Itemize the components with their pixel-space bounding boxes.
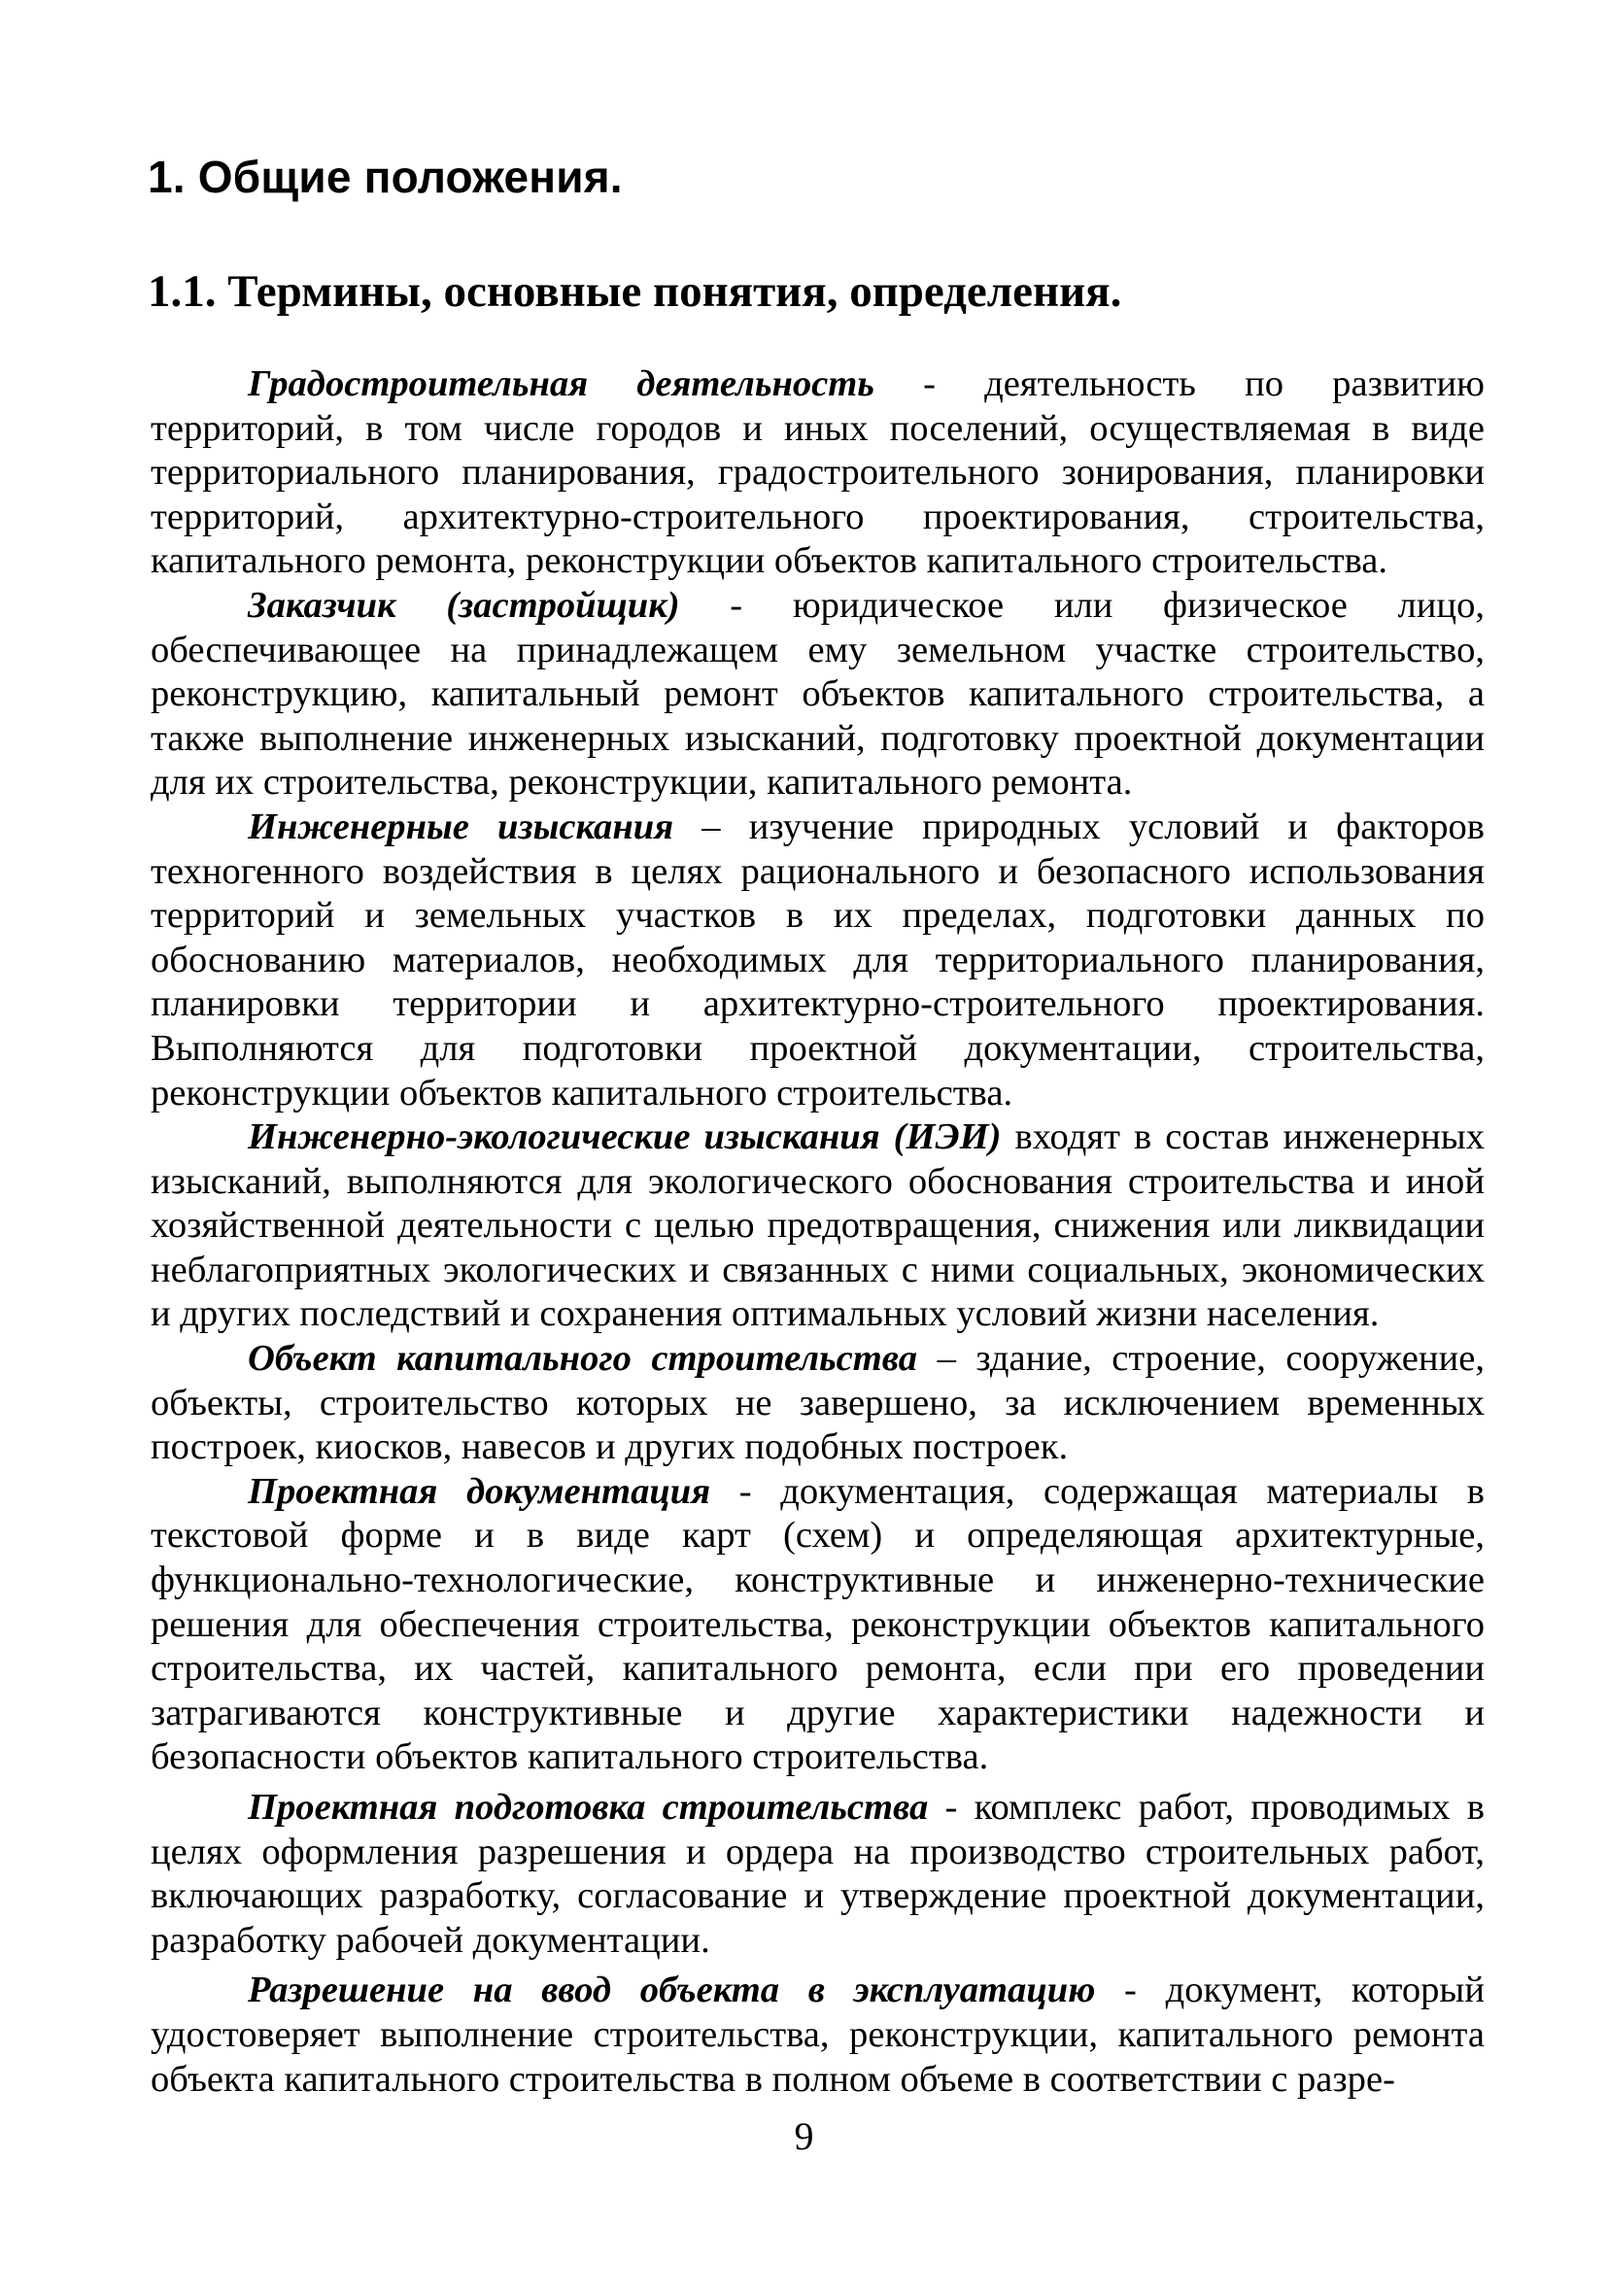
definition-term: Проектная подготовка строительства	[248, 1787, 929, 1828]
definition-term: Объект капитального строительства	[248, 1338, 918, 1380]
definition-text: здание, строение, сооружение, объекты, строительство которых не завершено, за исключением временных построек, киосков, навесов и других подобных построек.	[151, 1338, 1485, 1468]
chapter-title: 1. Общие положения.	[148, 152, 623, 202]
definition-separator: -	[679, 584, 793, 626]
definition-term: Проектная документация	[248, 1470, 711, 1512]
definition-paragraph	[151, 1115, 1485, 1337]
definition-separator: –	[917, 1338, 976, 1380]
definition-separator: -	[873, 363, 985, 404]
definition-paragraph	[151, 1969, 1485, 2102]
section-title: 1.1. Термины, основные понятия, определения.	[148, 266, 1122, 317]
definition-term: Градостроительная деятельность	[248, 363, 874, 404]
definition-paragraph	[151, 805, 1485, 1115]
definition-paragraph	[151, 1337, 1485, 1470]
definition-separator	[1001, 1116, 1014, 1157]
definition-paragraph	[151, 362, 1485, 584]
definition-term: Инженерно-экологические изыскания (ИЭИ)	[248, 1116, 1002, 1158]
definition-term: Инженерные изыскания	[248, 805, 674, 847]
definition-text: деятельность по развитию территорий, в том числе городов и иных поселений, осуществляемая в виде территориального планирования, градостроительного зонирования, планировки территорий, архитектурно-строительного проектирования, строительства, капитального ремонта, реконструкции объектов капитального строительства.	[151, 363, 1486, 582]
definition-separator: –	[673, 805, 749, 847]
definition-text: документ, который удостоверяет выполнение строительства, реконструкции, капитального ремонта объекта капитального строительства в полном объеме в соответствии с разре-	[151, 1970, 1485, 2100]
definition-paragraph	[151, 584, 1485, 805]
definition-separator: -	[1095, 1970, 1166, 2011]
definition-term: Заказчик (застройщик)	[248, 584, 680, 626]
definition-separator: -	[928, 1787, 975, 1828]
definition-text: документация, содержащая материалы в текстовой форме и в виде карт (схем) и определяющая архитектурные, функционально-технологические, конструктивные и инженерно-технические решения для обеспечения строительства, реконструкции объектов капитального строительства, их частей, капитального ремонта, если при его проведении затрагиваются конструктивные и другие характеристики надежности и безопасности объектов капитального строительства.	[151, 1470, 1486, 1778]
definition-paragraph	[151, 1786, 1485, 1963]
definition-paragraph	[151, 1470, 1485, 1780]
definition-text: изучение природных условий и факторов техногенного воздействия в целях рационального и безопасного использования территорий и земельных участков в их пределах, подготовки данных по обоснованию материалов, необходимых для территориального планирования, планировки территории и архитектурно-строительного проектирования. Выполняются для подготовки проектной документации, строительства, реконструкции объектов капитального строительства.	[151, 805, 1486, 1114]
definition-text: юридическое или физическое лицо, обеспечивающее на принадлежащем ему земельном участке строительство, реконструкцию, капитальный ремонт объектов капитального строительства, а также выполнение инженерных изысканий, подготовку проектной документации для их строительства, реконструкции, капитального ремонта.	[151, 584, 1486, 804]
definition-text: комплекс работ, проводимых в целях оформления разрешения и ордера на производство строительных работ, включающих разработку, согласование и утверждение проектной документации, разработку рабочей документации.	[151, 1787, 1485, 1961]
page-number: 9	[794, 2114, 814, 2158]
definition-term: Разрешение на ввод объекта в эксплуатацию	[248, 1970, 1096, 2011]
definitions-list	[151, 362, 1485, 2102]
definition-text: входят в состав инженерных изысканий, выполняются для экологического обоснования строительства и иной хозяйственной деятельности с целью предотвращения, снижения или ликвидации неблагоприятных экологических и связанных с ними социальных, экономических и других последствий и сохранения оптимальных условий жизни населения.	[151, 1116, 1485, 1335]
definition-separator: -	[710, 1470, 781, 1512]
